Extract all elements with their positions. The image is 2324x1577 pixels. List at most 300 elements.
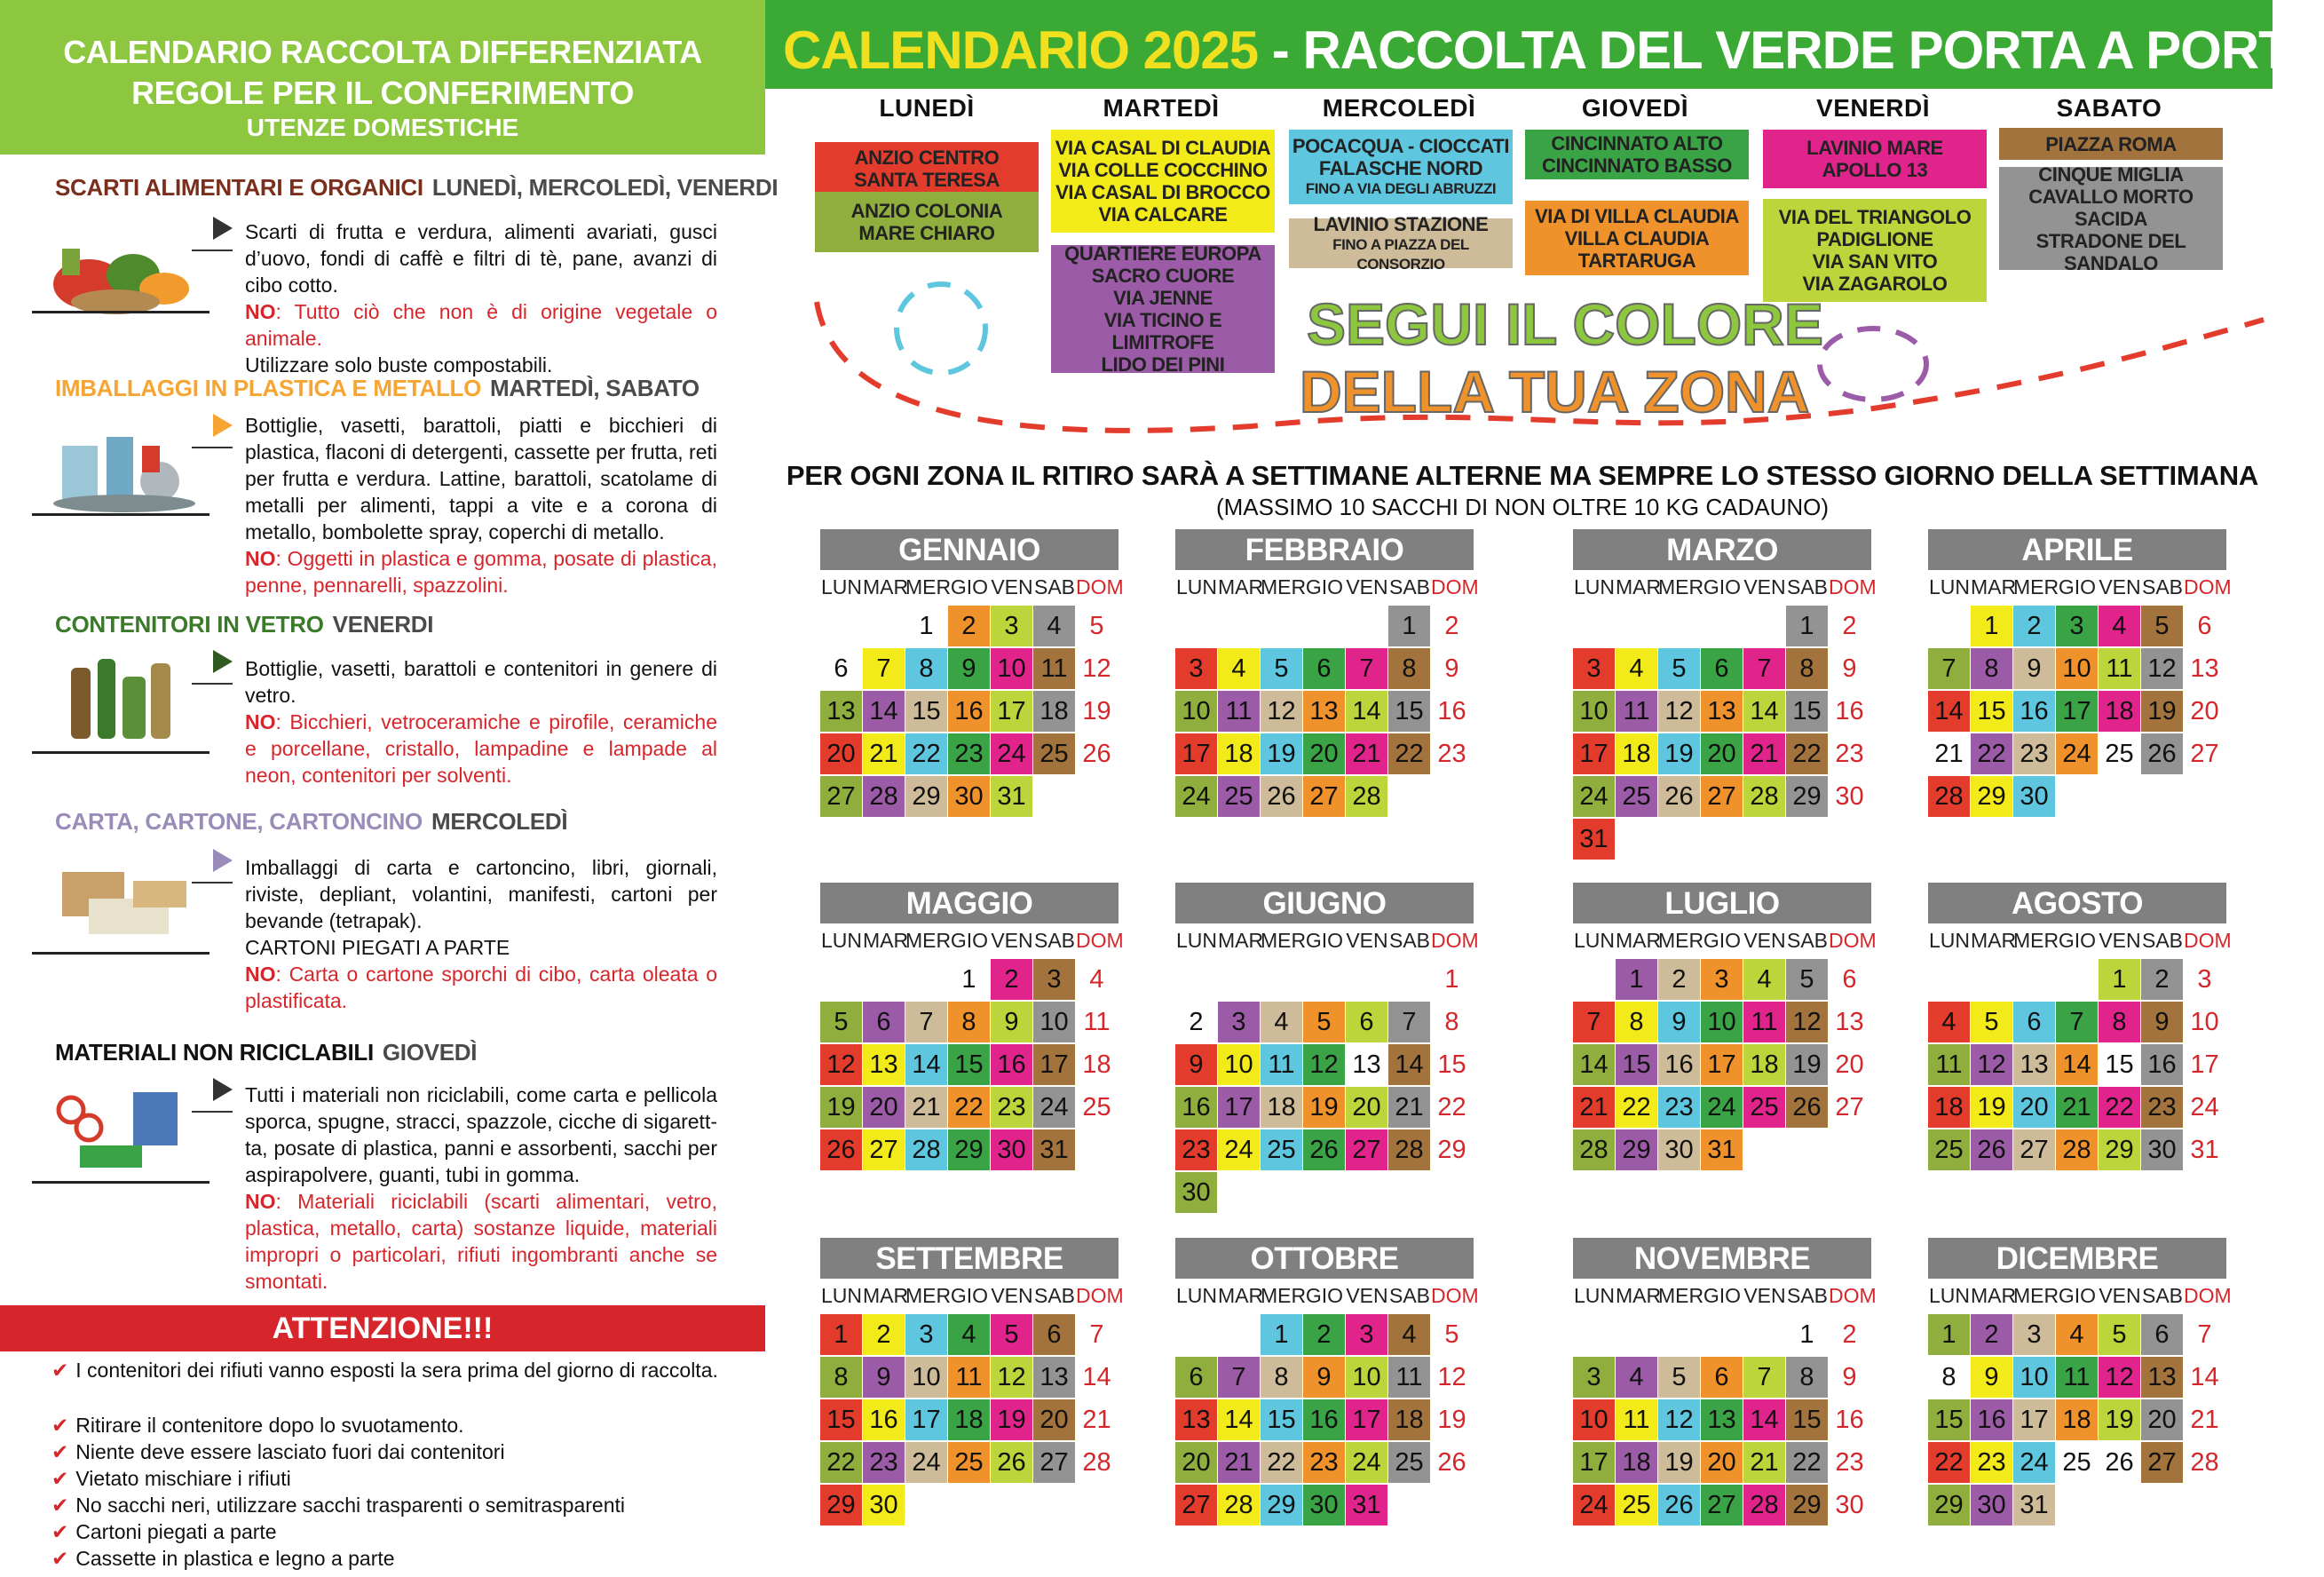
- calendar-day: 28: [2190, 1448, 2219, 1477]
- calendar-day: 27: [1835, 1093, 1864, 1121]
- month-title: GENNAIO: [820, 529, 1119, 570]
- calendar-day: 23: [2141, 1087, 2183, 1128]
- calendar-day: 26: [2141, 733, 2183, 774]
- calendar-day: 14: [1743, 691, 1785, 732]
- month-title: APRILE: [1928, 529, 2226, 570]
- calendar-day: 26: [1303, 1129, 1345, 1170]
- calendar-day: 25: [1616, 1485, 1657, 1525]
- calendar-day: 15: [1971, 691, 2012, 732]
- calendar-day: 19: [1658, 733, 1700, 774]
- calendar-day: 21: [863, 733, 905, 774]
- zone-green: [1525, 130, 1749, 179]
- calendar-day: 6: [1303, 648, 1345, 689]
- non-recyclable-icon: [36, 1074, 213, 1181]
- calendar-day: 5: [1261, 648, 1302, 689]
- calendar-day: 20: [820, 733, 862, 774]
- calendar-day: 14: [1573, 1044, 1615, 1085]
- calendar-day: 16: [1437, 697, 1466, 725]
- category-name: SCARTI ALIMENTARI E ORGANICI: [55, 174, 423, 201]
- weekday-label: MER: [905, 575, 952, 598]
- check-icon: ✔: [51, 1359, 69, 1382]
- category-days: LUNEDÌ, MERCOLEDÌ, VENERDI: [431, 174, 779, 201]
- calendar-day: 7: [1218, 1357, 1260, 1398]
- weekday-label: MAR: [1218, 575, 1264, 598]
- calendar-day: 18: [1082, 1050, 1111, 1079]
- calendar-day: 6: [1701, 1357, 1743, 1398]
- calendar-day: 23: [863, 1442, 905, 1483]
- calendar-day: 22: [1388, 733, 1430, 774]
- calendar-day: 19: [1971, 1087, 2012, 1128]
- calendar-day: 1: [1971, 606, 2012, 646]
- calendar-day: 5: [2141, 606, 2183, 646]
- calendar-day: 12: [1658, 1399, 1700, 1440]
- calendar-day: 27: [820, 776, 862, 817]
- zone-red: [815, 142, 1039, 195]
- calendar-day: 11: [1083, 1008, 1111, 1036]
- month-title: AGOSTO: [1928, 883, 2226, 923]
- calendar-day: 5: [1786, 959, 1828, 1000]
- zone-street: LAVINIO MARE: [1806, 137, 1943, 159]
- weekday-label: LUN: [820, 929, 862, 952]
- zone-street: PADIGLIONE: [1816, 228, 1933, 250]
- weekday-label: GIO: [2058, 575, 2097, 598]
- calendar-day: 16: [1971, 1399, 2012, 1440]
- calendar-day: 26: [991, 1442, 1032, 1483]
- category-text: Bottiglie, vasetti, barattoli, piatti e bicchieri di plastica, flaconi di detergenti, cassette per frutta, reti per frutta e verdura. Lattine, barattoli, scatolame di metalli per alimenti, tappi a vite e a corona di metallo, bombolette spray, coperchi di metallo.: [245, 414, 717, 543]
- calendar-day: 12: [1786, 1002, 1828, 1042]
- month-title: NOVEMBRE: [1573, 1238, 1871, 1279]
- weekday-label: GIO: [1703, 575, 1742, 598]
- calendar-day: 25: [2062, 1448, 2091, 1477]
- calendar-day: 25: [1388, 1442, 1430, 1483]
- calendar-day: 10: [1573, 691, 1615, 732]
- weekday-label: SAB: [1786, 1284, 1829, 1307]
- calendar-day: 19: [1303, 1087, 1345, 1128]
- calendar-day: 24: [2190, 1093, 2219, 1121]
- calendar-day: 12: [1437, 1363, 1466, 1391]
- calendar-day: 10: [2056, 648, 2098, 689]
- day-thursday: GIOVEDÌ: [1581, 94, 1689, 122]
- calendar-day: 15: [905, 691, 947, 732]
- weekday-label: LUN: [1928, 1284, 1970, 1307]
- calendar-day: 20: [1835, 1050, 1864, 1079]
- calendar-day: 2: [1971, 1314, 2012, 1355]
- slogan-line2: DELLA TUA ZONA: [1300, 359, 1810, 424]
- calendar-day: 28: [905, 1129, 947, 1170]
- calendar-day: 13: [1835, 1008, 1864, 1036]
- calendar-day: 24: [1573, 1485, 1615, 1525]
- weekday-label: LUN: [1175, 929, 1217, 952]
- calendar-day: 3: [1218, 1002, 1260, 1042]
- calendar-day: 26: [1971, 1129, 2012, 1170]
- calendar-day: 29: [1786, 1485, 1828, 1525]
- calendar-day: 22: [905, 733, 947, 774]
- calendar-day: 29: [1786, 776, 1828, 817]
- zone-gray: [1999, 162, 2223, 274]
- calendar-day: 1: [961, 965, 976, 994]
- calendar-day: 9: [1303, 1357, 1345, 1398]
- calendar-day: 29: [820, 1485, 862, 1525]
- category-text: Scarti di frutta e verdura, alimenti avariati, gusci d’uovo, fondi di caffè e filtri di tè, pane, avanzi di cibo cotto.: [245, 220, 717, 297]
- weekday-label: GIO: [1703, 929, 1742, 952]
- category-days: MERCOLEDÌ: [431, 808, 568, 835]
- day-monday: LUNEDÌ: [879, 94, 975, 122]
- rules-header: [0, 0, 765, 155]
- calendar-day: 21: [1388, 1087, 1430, 1128]
- calendar-day: 11: [1928, 1044, 1970, 1085]
- slogan-line1: SEGUI IL COLORE: [1307, 291, 1823, 357]
- calendar-day: 19: [820, 1087, 862, 1128]
- category-days: MARTEDÌ, SABATO: [490, 375, 700, 401]
- calendar-day: 22: [820, 1442, 862, 1483]
- calendar-day: 21: [905, 1087, 947, 1128]
- no-label: NO: [245, 1190, 276, 1213]
- calendar-day: 15: [2105, 1050, 2134, 1079]
- weekday-label: DOM: [1076, 1284, 1124, 1307]
- calendar-day: 14: [1388, 1044, 1430, 1085]
- calendar-day: 21: [2190, 1406, 2219, 1434]
- calendar-day: 29: [1261, 1485, 1302, 1525]
- calendar-day: 25: [1261, 1129, 1302, 1170]
- calendar-day: 18: [1616, 1442, 1657, 1483]
- check-icon: ✔: [51, 1467, 69, 1490]
- calendar-day: 5: [1444, 1320, 1459, 1349]
- calendar-day: 21: [1743, 733, 1785, 774]
- weekday-label: DOM: [1829, 929, 1877, 952]
- calendar-day: 23: [1175, 1129, 1217, 1170]
- calendar-day: 4: [2099, 606, 2140, 646]
- calendar-day: 14: [1082, 1363, 1111, 1391]
- calendar-day: 23: [1437, 740, 1466, 768]
- calendar-day: 8: [905, 648, 947, 689]
- category-name: CARTA, CARTONE, CARTONCINO: [55, 808, 423, 835]
- calendar-day: 17: [1175, 733, 1217, 774]
- weekday-label: DOM: [1431, 929, 1479, 952]
- zone-magenta: [1763, 130, 1987, 188]
- calendar-day: 5: [991, 1314, 1032, 1355]
- calendar-day: 19: [1261, 733, 1302, 774]
- calendar-day: 26: [1082, 740, 1111, 768]
- zone-beige: [1289, 212, 1513, 273]
- zone-street: VIA COLLE COCCHINO: [1058, 159, 1268, 181]
- calendar-day: 3: [1701, 959, 1743, 1000]
- calendar-day: 16: [1303, 1399, 1345, 1440]
- calendar-day: 14: [1743, 1399, 1785, 1440]
- calendar-day: 13: [1701, 691, 1743, 732]
- weekday-label: MER: [1261, 575, 1307, 598]
- calendar-day: 13: [2013, 1044, 2055, 1085]
- calendar-day: 27: [1303, 776, 1345, 817]
- calendar-day: 8: [1786, 1357, 1828, 1398]
- weekday-label: DOM: [1431, 1284, 1479, 1307]
- calendar-day: 18: [2099, 691, 2140, 732]
- weekday-label: VEN: [1743, 929, 1786, 952]
- weekday-label: DOM: [1076, 929, 1124, 952]
- calendar-day: 10: [2190, 1008, 2219, 1036]
- no-label: NO: [245, 710, 276, 733]
- month-title: LUGLIO: [1573, 883, 1871, 923]
- calendar-day: 1: [1928, 1314, 1970, 1355]
- calendar-day: 23: [991, 1087, 1032, 1128]
- no-text: : Carta o cartone sporchi di cibo, carta oleata o plastificata.: [245, 963, 717, 1012]
- arrow-icon: [213, 849, 233, 872]
- calendar-day: 4: [1033, 606, 1075, 646]
- zone-street: VIA SAN VITO: [1812, 250, 1938, 273]
- calendar-day: 9: [948, 648, 990, 689]
- weekday-label: LUN: [820, 575, 862, 598]
- calendar-day: 11: [948, 1357, 990, 1398]
- calendar-day: 25: [1033, 733, 1075, 774]
- glass-bottles-icon: [36, 641, 213, 748]
- calendar-day: 8: [1941, 1363, 1956, 1391]
- calendar-day: 30: [2013, 776, 2055, 817]
- calendar-day: 23: [948, 733, 990, 774]
- calendar-day: 22: [2099, 1087, 2140, 1128]
- calendar-day: 20: [1346, 1087, 1387, 1128]
- weekday-label: MAR: [863, 929, 909, 952]
- calendar-day: 6: [2197, 612, 2212, 640]
- weekday-label: SAB: [1033, 929, 1076, 952]
- zone-street: CAVALLO MORTO: [2028, 185, 2194, 208]
- calendar-day: 1: [820, 1314, 862, 1355]
- calendar-day: 27: [2013, 1129, 2055, 1170]
- calendar-day: 2: [2141, 959, 2183, 1000]
- calendar-day: 29: [1437, 1136, 1466, 1164]
- calendar-day: 22: [1616, 1087, 1657, 1128]
- calendar-day: 13: [1352, 1050, 1381, 1079]
- calendar-day: 24: [1346, 1442, 1387, 1483]
- calendar-day: 13: [1033, 1357, 1075, 1398]
- calendar-day: 20: [863, 1087, 905, 1128]
- day-saturday: SABATO: [2056, 94, 2162, 122]
- weekday-label: LUN: [1175, 1284, 1217, 1307]
- weekday-label: MER: [1261, 929, 1307, 952]
- calendar-day: 5: [1303, 1002, 1345, 1042]
- weekday-label: DOM: [1829, 575, 1877, 598]
- calendar-day: 28: [1573, 1129, 1615, 1170]
- calendar-day: 30: [1835, 1491, 1864, 1519]
- calendar-day: 10: [905, 1357, 947, 1398]
- zone-street: VIA CALCARE: [1098, 203, 1228, 226]
- calendar-day: 6: [1346, 1002, 1387, 1042]
- calendar-day: 18: [948, 1399, 990, 1440]
- rules-subtitle: REGOLE PER IL CONFERIMENTO: [131, 75, 634, 111]
- weekday-label: SAB: [1388, 575, 1431, 598]
- calendar-day: 19: [1658, 1442, 1700, 1483]
- category-divider: [32, 311, 209, 313]
- weekday-label: SAB: [2141, 929, 2184, 952]
- calendar-day: 27: [1701, 776, 1743, 817]
- calendar-day: 28: [1346, 776, 1387, 817]
- category-name: MATERIALI NON RICICLABILI: [55, 1039, 374, 1066]
- attention-item: ✔ Vietato mischiare i rifiuti: [51, 1467, 291, 1490]
- zone-street: QUARTIERE EUROPA: [1064, 242, 1261, 265]
- calendar-day: 19: [1786, 1044, 1828, 1085]
- calendar-day: 10: [1033, 1002, 1075, 1042]
- weekday-label: GIO: [1305, 575, 1344, 598]
- calendar-day: 11: [2099, 648, 2140, 689]
- calendar-day: 5: [2099, 1314, 2140, 1355]
- month-title: MAGGIO: [820, 883, 1119, 923]
- calendar-day: 15: [1786, 1399, 1828, 1440]
- calendar-day: 13: [2190, 654, 2219, 683]
- weekday-label: MER: [1658, 929, 1704, 952]
- calendar-day: 20: [2013, 1087, 2055, 1128]
- calendar-day: 2: [991, 959, 1032, 1000]
- calendar-day: 10: [1218, 1044, 1260, 1085]
- calendar-day: 5: [1658, 1357, 1700, 1398]
- calendar-day: 25: [1743, 1087, 1785, 1128]
- calendar-day: 8: [1444, 1008, 1459, 1036]
- calendar-day: 31: [1573, 819, 1615, 860]
- attention-item: ✔ No sacchi neri, utilizzare sacchi trasparenti o semitrasparenti: [51, 1494, 625, 1517]
- check-icon: ✔: [51, 1440, 69, 1463]
- calendar-day: 1: [1616, 959, 1657, 1000]
- calendar-title: [783, 20, 2324, 81]
- calendar-day: 26: [1786, 1087, 1828, 1128]
- weekday-label: MAR: [863, 1284, 909, 1307]
- weekday-label: GIO: [1703, 1284, 1742, 1307]
- calendar-day: 2: [1842, 1320, 1857, 1349]
- calendar-day: 2: [948, 606, 990, 646]
- weekday-label: DOM: [1076, 575, 1124, 598]
- weekday-label: VEN: [1346, 929, 1388, 952]
- calendar-day: 10: [1573, 1399, 1615, 1440]
- calendar-subtitle: - RACCOLTA DEL VERDE PORTA A PORTA: [1258, 20, 2324, 80]
- calendar-day: 3: [1573, 1357, 1615, 1398]
- no-text: : Bicchieri, vetroceramiche e pirofile, ceramiche e porcellane, cristallo, lampadine e lampade al neon, contenitori per solventi.: [245, 710, 717, 787]
- category-body-organic: [245, 218, 717, 378]
- weekday-label: GIO: [2058, 929, 2097, 952]
- calendar-day: 11: [1616, 1399, 1657, 1440]
- check-icon: ✔: [51, 1414, 69, 1437]
- calendar-day: 7: [1743, 648, 1785, 689]
- calendar-day: 25: [1218, 776, 1260, 817]
- calendar-day: 26: [1658, 1485, 1700, 1525]
- calendar-day: 17: [2056, 691, 2098, 732]
- calendar-day: 29: [1928, 1485, 1970, 1525]
- zone-street: VIA DI VILLA CLAUDIA: [1535, 204, 1739, 227]
- weekday-label: MAR: [1971, 575, 2017, 598]
- attention-item: ✔ Cassette in plastica e legno a parte: [51, 1547, 395, 1570]
- calendar-day: 24: [1218, 1129, 1260, 1170]
- calendar-day: 11: [2056, 1357, 2098, 1398]
- zone-street: VIA DEL TRIANGOLO: [1778, 206, 1972, 228]
- weekday-label: LUN: [1928, 929, 1970, 952]
- calendar-day: 12: [2141, 648, 2183, 689]
- category-name: CONTENITORI IN VETRO: [55, 611, 324, 638]
- weekday-label: VEN: [991, 929, 1033, 952]
- calendar-day: 11: [1616, 691, 1657, 732]
- calendar-day: 9: [1444, 654, 1459, 683]
- calendar-day: 24: [2013, 1442, 2055, 1483]
- calendar-day: 25: [1616, 776, 1657, 817]
- category-text: Bottiglie, vasetti, barattoli e contenitori in genere di vetro.: [245, 657, 717, 707]
- calendar-day: 27: [1701, 1485, 1743, 1525]
- calendar-day: 16: [1175, 1087, 1217, 1128]
- calendar-day: 1: [919, 612, 934, 640]
- zone-street: PIAZZA ROMA: [2045, 132, 2177, 155]
- weekday-label: SAB: [2141, 575, 2184, 598]
- calendar-day: 4: [1218, 648, 1260, 689]
- calendar-day: 18: [1388, 1399, 1430, 1440]
- weekday-label: MER: [905, 1284, 952, 1307]
- attention-item: ✔ I contenitori dei rifiuti vanno esposti la sera prima del giorno di raccolta.: [51, 1359, 718, 1382]
- calendar-day: 30: [863, 1485, 905, 1525]
- category-body-plastic: [245, 412, 717, 598]
- zone-street: SACRO CUORE: [1091, 265, 1235, 287]
- attention-item: ✔ Niente deve essere lasciato fuori dai contenitori: [51, 1440, 505, 1463]
- calendar-day: 3: [991, 606, 1032, 646]
- calendar-day: 22: [1928, 1442, 1970, 1483]
- calendar-day: 11: [1261, 1044, 1302, 1085]
- month-title: OTTOBRE: [1175, 1238, 1474, 1279]
- weekday-label: MAR: [1218, 929, 1264, 952]
- calendar-day: 9: [2013, 648, 2055, 689]
- calendar-day: 3: [905, 1314, 947, 1355]
- weekday-label: SAB: [1388, 1284, 1431, 1307]
- calendar-day: 2: [1444, 612, 1459, 640]
- calendar-day: 12: [2099, 1357, 2140, 1398]
- calendar-day: 7: [2197, 1320, 2212, 1349]
- zone-cyan: [1289, 130, 1513, 204]
- calendar-day: 8: [1388, 648, 1430, 689]
- calendar-day: 17: [1701, 1044, 1743, 1085]
- rules-audience: UTENZE DOMESTICHE: [246, 114, 519, 141]
- calendar-day: 19: [991, 1399, 1032, 1440]
- attention-item: ✔ Ritirare il contenitore dopo lo svuotamento.: [51, 1414, 464, 1437]
- zone-street: FALASCHE NORD: [1318, 157, 1483, 179]
- weekday-label: VEN: [991, 575, 1033, 598]
- calendar-day: 31: [2013, 1485, 2055, 1525]
- zone-street: APOLLO 13: [1822, 159, 1928, 181]
- weekday-label: MAR: [1971, 1284, 2017, 1307]
- weekday-label: GIO: [950, 575, 989, 598]
- zone-street: VILLA CLAUDIA: [1564, 226, 1710, 250]
- calendar-day: 24: [1701, 1087, 1743, 1128]
- weekday-label: LUN: [1175, 575, 1217, 598]
- calendar-day: 1: [1444, 965, 1459, 994]
- calendar-day: 23: [1658, 1087, 1700, 1128]
- calendar-day: 4: [1928, 1002, 1970, 1042]
- calendar-day: 12: [1261, 691, 1302, 732]
- calendar-day: 4: [1743, 959, 1785, 1000]
- no-text: : Oggetti in plastica e gomma, posate di plastica, penne, pennarelli, spazzolini.: [245, 547, 717, 597]
- calendar-day: 24: [1175, 776, 1217, 817]
- calendar-day: 22: [1437, 1093, 1466, 1121]
- weekday-label: MAR: [1218, 1284, 1264, 1307]
- calendar-day: 31: [1346, 1485, 1387, 1525]
- calendar-day: 15: [1261, 1399, 1302, 1440]
- calendar-day: 21: [2056, 1087, 2098, 1128]
- calendar-day: 7: [863, 648, 905, 689]
- calendar-day: 23: [1835, 1448, 1864, 1477]
- calendar-day: 18: [1033, 691, 1075, 732]
- calendar-day: 31: [1033, 1129, 1075, 1170]
- calendar-day: 4: [1616, 648, 1657, 689]
- calendar-day: 4: [1261, 1002, 1302, 1042]
- calendar-day: 8: [1261, 1357, 1302, 1398]
- zone-street: VIA JENNE: [1113, 287, 1213, 309]
- weekday-label: LUN: [820, 1284, 862, 1307]
- calendar-day: 9: [1971, 1357, 2012, 1398]
- calendar-day: 6: [834, 654, 849, 683]
- calendar-day: 18: [1743, 1044, 1785, 1085]
- calendar-day: 20: [1701, 733, 1743, 774]
- calendar-day: 22: [1971, 733, 2012, 774]
- calendar-day: 17: [1346, 1399, 1387, 1440]
- calendar-day: 2: [863, 1314, 905, 1355]
